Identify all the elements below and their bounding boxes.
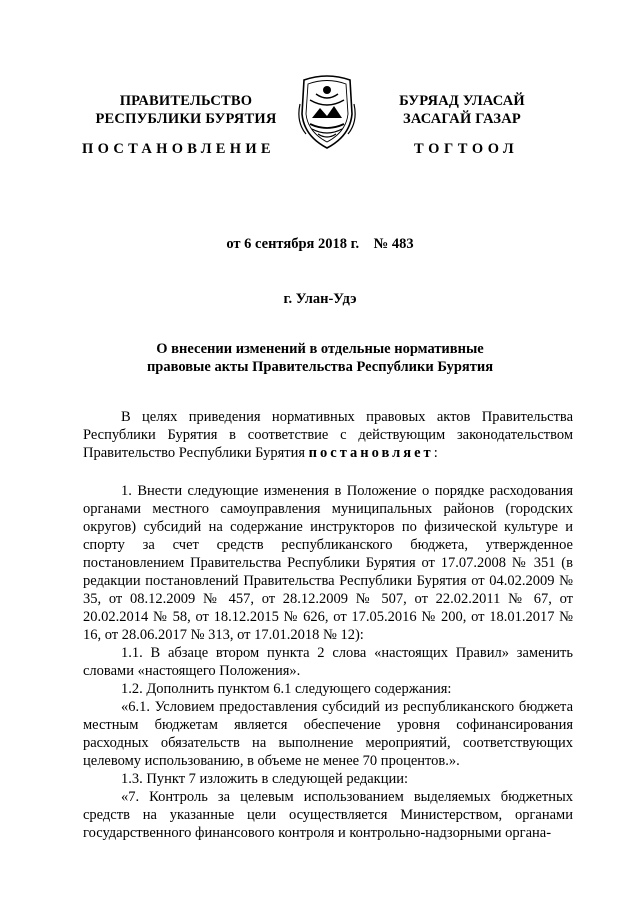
doc-type-ru: ПОСТАНОВЛЕНИЕ [82,141,275,157]
document-title [110,340,530,376]
intro-text: В целях приведения нормативных правовых актов Правительства Республики Бурятия в соответствие с действующим законодательством Правительство Республики Бурятия [83,409,573,461]
title-line2: правовые акты Правительства Республики Бурятия [146,359,494,375]
issuer-bua-line1: БУРЯАД УЛАСАЙ [399,93,525,109]
document-city: г. Улан-Удэ [283,291,357,307]
issuer-bua-line2: ЗАСАГАЙ ГАЗАР [403,111,521,127]
document-body [83,408,573,842]
paragraph-1-3-quote: «7. Контроль за целевым использованием выделяемых бюджетных средств на указанные цели осуществляется Министерством, органами государственного финансового контроля и контрольно-надзорными органа- [83,789,573,841]
paragraph-1-2: 1.2. Дополнить пунктом 6.1 следующего содержания: [121,681,452,697]
intro-keyword: постановляет [308,445,434,461]
intro-end: : [433,445,438,461]
paragraph-1-1: 1.1. В абзаце втором пункта 2 слова «настоящих Правил» заменить словами «настоящего Положения». [83,645,573,679]
document-date-number: от 6 сентября 2018 г. № 483 [226,236,414,252]
issuer-ru [86,92,286,128]
intro-paragraph [83,408,573,462]
issuer-ru-line1: ПРАВИТЕЛЬСТВО [119,93,253,109]
issuer-ru-line2: РЕСПУБЛИКИ БУРЯТИЯ [95,111,277,127]
issuer-bua [372,92,552,128]
paragraph-1-2-quote: «6.1. Условием предоставления субсидий из республиканского бюджета местным бюджетам является обеспечение уровня софинансирования расходных обязательств на выполнение мероприятий, соответствующих целевому использованию, в объеме не менее 70 процентов.». [83,699,573,769]
paragraph-1: 1. Внести следующие изменения в Положение о порядке расходования органами местного самоуправления муниципальных районов (городских округов) субсидий на содержание инструкторов по физической культуре и спорту за счет средств республиканского бюджета, утвержденное постановлением Правительства Республики Бурятия от 17.07.2008 № 351 (в редакции постановлений Правительства Республики Бурятия от 04.02.2009 № 35, от 08.12.2009 № 457, от 28.12.2009 № 507, от 22.02.2011 № 67, от 20.02.2014 № 58, от 18.12.2015 № 626, от 17.05.2016 № 200, от 18.01.2017 № 16, от 28.06.2017 № 313, от 17.01.2018 № 12): [83,483,573,643]
title-line1: О внесении изменений в отдельные нормативные [156,341,484,357]
coat-of-arms-icon [296,74,358,150]
paragraph-1-3: 1.3. Пункт 7 изложить в следующей редакции: [121,771,409,787]
doc-type-bua: ТОГТООЛ [414,141,519,157]
